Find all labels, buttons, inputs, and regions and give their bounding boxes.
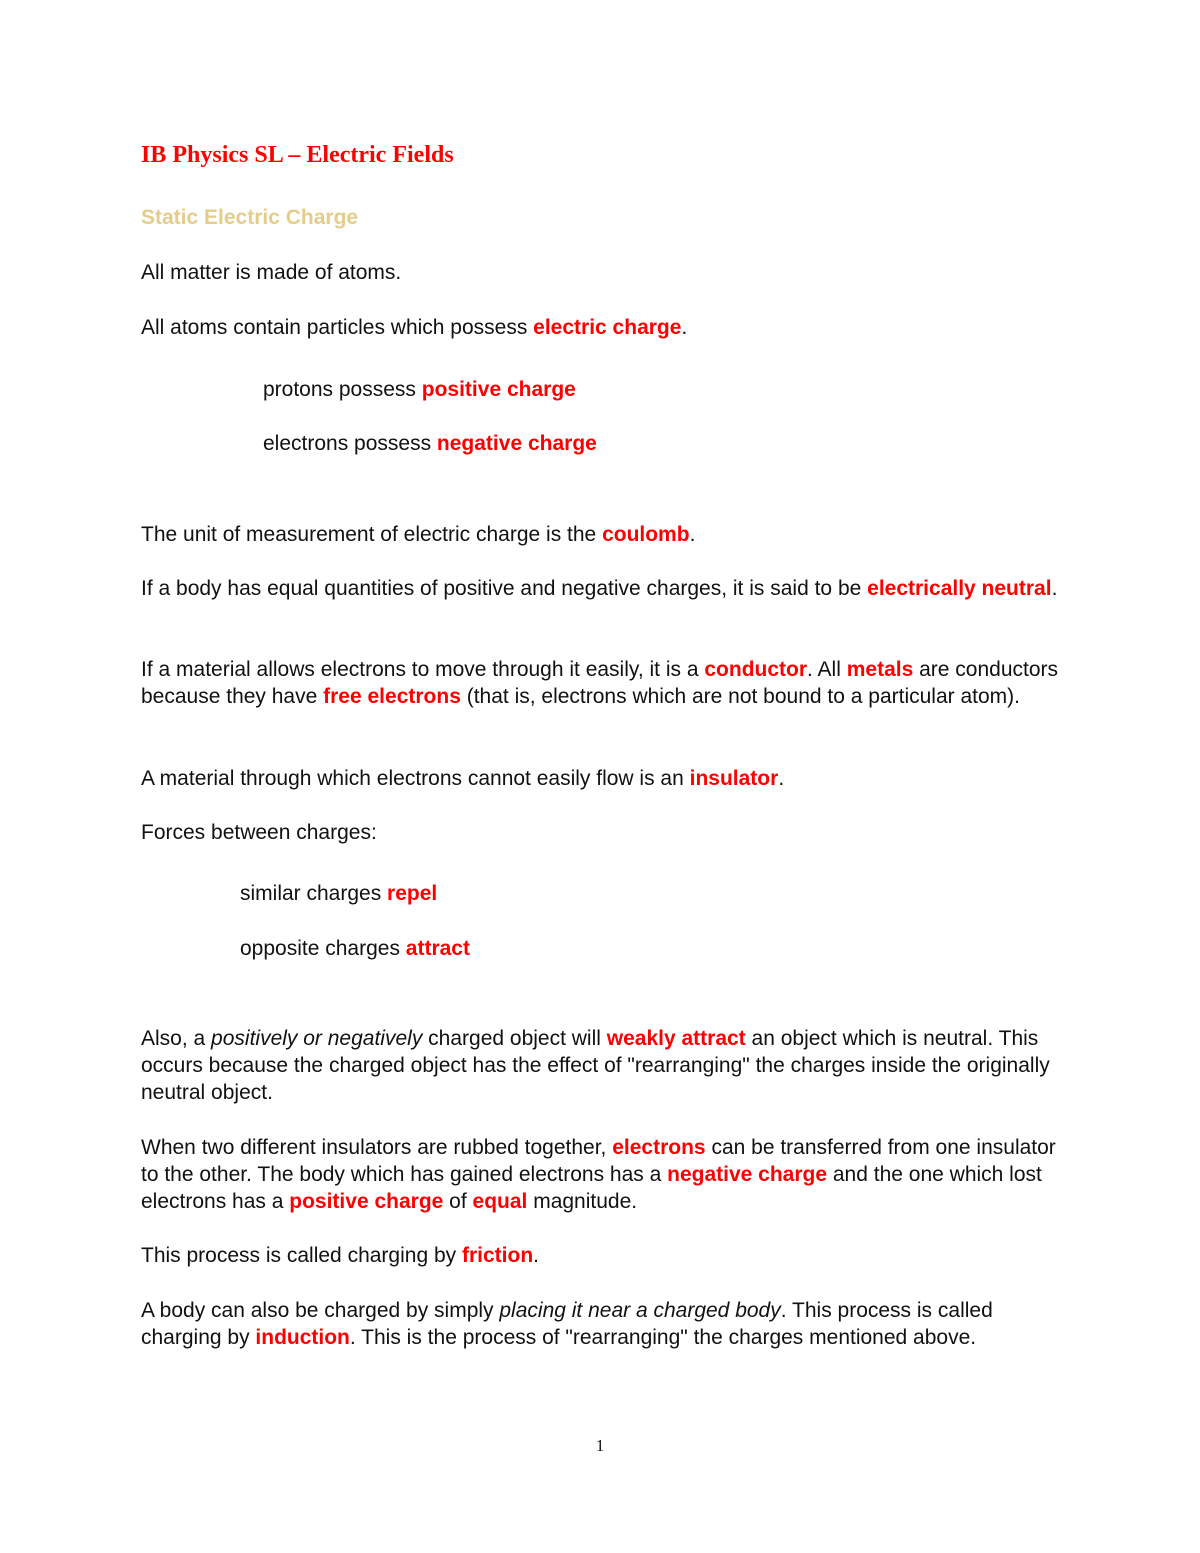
keyword: attract bbox=[405, 937, 470, 960]
paragraph-induction bbox=[141, 1297, 1061, 1351]
keyword: induction bbox=[255, 1326, 350, 1349]
text: . bbox=[681, 316, 688, 339]
keyword: insulator bbox=[689, 767, 779, 790]
page-title: IB Physics SL – Electric Fields bbox=[141, 142, 454, 168]
keyword: repel bbox=[387, 882, 438, 905]
keyword: coulomb bbox=[602, 523, 690, 546]
text: . bbox=[778, 767, 785, 790]
paragraph-neutral bbox=[141, 575, 1061, 602]
keyword: conductor bbox=[704, 658, 808, 681]
paragraph-weakly-attract bbox=[141, 1025, 1061, 1106]
text: and the one which lost electrons has a bbox=[141, 1163, 1042, 1213]
keyword: negative charge bbox=[667, 1163, 828, 1186]
text: of bbox=[443, 1190, 473, 1213]
text: an object which is neutral. This occurs because the charged object has the effect of "rearranging" the charges inside the originally neutral object. bbox=[141, 1027, 1050, 1104]
text: A body can also be charged by simply bbox=[141, 1299, 500, 1322]
text: magnitude. bbox=[527, 1190, 638, 1213]
page-number: 1 bbox=[595, 1436, 605, 1455]
text: . All bbox=[807, 658, 847, 681]
paragraph-rubbing-insulators bbox=[141, 1134, 1061, 1215]
paragraph-insulator bbox=[141, 765, 1061, 792]
keyword: positive charge bbox=[289, 1190, 444, 1213]
text: similar charges bbox=[240, 882, 388, 905]
keyword: free electrons bbox=[323, 685, 461, 708]
keyword: weakly attract bbox=[606, 1027, 746, 1050]
text: are conductors because they have bbox=[141, 658, 1059, 708]
keyword: positive charge bbox=[421, 378, 576, 401]
text: . This process is called charging by bbox=[141, 1299, 993, 1349]
text: All atoms contain particles which possess bbox=[141, 316, 534, 339]
keyword: electric charge bbox=[533, 316, 682, 339]
text: can be transferred from one insulator to the other. The body which has gained electrons has a bbox=[141, 1136, 1056, 1186]
paragraph-atoms-charge bbox=[141, 314, 1061, 341]
paragraph-friction bbox=[141, 1242, 1061, 1269]
keyword: equal bbox=[472, 1190, 528, 1213]
text: electrons possess bbox=[263, 432, 437, 455]
paragraph-matter-atoms bbox=[141, 259, 1061, 286]
text: . bbox=[1051, 577, 1058, 600]
text: Also, a bbox=[141, 1027, 212, 1050]
text: opposite charges bbox=[240, 937, 406, 960]
text: . bbox=[533, 1244, 539, 1267]
keyword: negative charge bbox=[436, 432, 597, 455]
text: This process is called charging by bbox=[141, 1244, 462, 1267]
text: The unit of measurement of electric charge is the bbox=[141, 523, 603, 546]
paragraph-protons bbox=[263, 376, 1063, 403]
text: Forces between charges: bbox=[141, 821, 377, 844]
paragraph-conductor bbox=[141, 656, 1061, 710]
text: (that is, electrons which are not bound to a particular atom). bbox=[460, 685, 1020, 708]
paragraph-forces bbox=[141, 819, 1061, 846]
keyword: friction bbox=[461, 1244, 534, 1267]
text: . bbox=[689, 523, 696, 546]
text: charged object will bbox=[422, 1027, 607, 1050]
text: When two different insulators are rubbed together, bbox=[141, 1136, 613, 1159]
paragraph-unit-coulomb bbox=[141, 521, 1061, 548]
text: If a body has equal quantities of positive and negative charges, it is said to be bbox=[141, 577, 868, 600]
paragraph-electrons bbox=[263, 430, 1063, 457]
keyword: electrons bbox=[612, 1136, 706, 1159]
keyword: metals bbox=[846, 658, 914, 681]
italic-text: placing it near a charged body bbox=[499, 1299, 781, 1322]
text: . This is the process of "rearranging" the charges mentioned above. bbox=[349, 1326, 977, 1349]
section-heading: Static Electric Charge bbox=[141, 206, 359, 229]
text: All matter is made of atoms. bbox=[141, 261, 402, 284]
text: protons possess bbox=[263, 378, 422, 401]
paragraph-similar-charges bbox=[240, 880, 1040, 907]
italic-text: positively or negatively bbox=[211, 1027, 423, 1050]
text: A material through which electrons cannot easily flow is an bbox=[141, 767, 690, 790]
text: If a material allows electrons to move through it easily, it is a bbox=[141, 658, 705, 681]
keyword: electrically neutral bbox=[867, 577, 1052, 600]
paragraph-opposite-charges bbox=[240, 935, 1040, 962]
